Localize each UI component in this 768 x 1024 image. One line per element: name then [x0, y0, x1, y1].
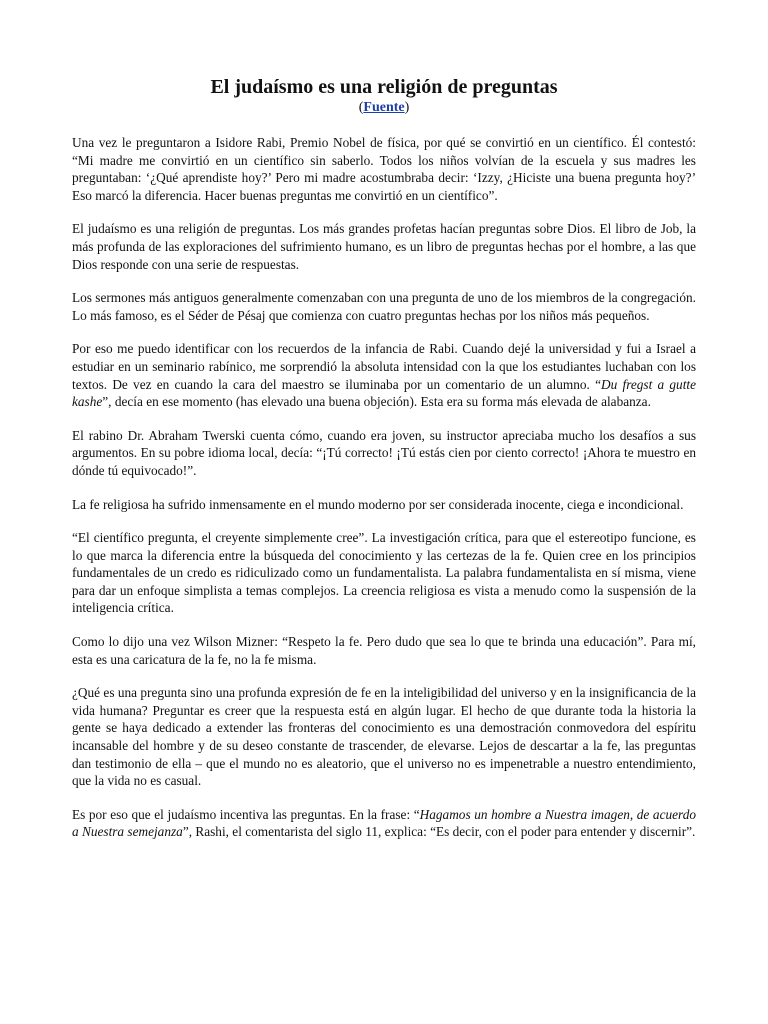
- paragraph-text: Por eso me puedo identificar con los recuerdos de la infancia de Rabi. Cuando dejé la universidad y fui a Israel a estudiar en un seminario rabínico, me sorprendió la absoluta intensidad con la que los estudiantes luchaban con los textos. De vez en cuando la cara del maestro se iluminaba por un comentario de un alumno. “: [72, 341, 696, 392]
- paragraph: [72, 340, 696, 410]
- paragraph-text: El judaísmo es una religión de preguntas. Los más grandes profetas hacían preguntas sobre Dios. El libro de Job, la más profunda de las exploraciones del sufrimiento humano, es un libro de preguntas hechas por el hombre, a las que Dios responde con una serie de respuestas.: [72, 221, 696, 272]
- source-link[interactable]: Fuente: [363, 100, 405, 115]
- document-page: [72, 74, 696, 857]
- article-body: [72, 134, 696, 841]
- paragraph-text: ”, Rashi, el comentarista del siglo 11, explica: “Es decir, con el poder para entender y discernir”.: [182, 824, 696, 840]
- paragraph-text: Es por eso que el judaísmo incentiva las preguntas. En la frase: “: [72, 806, 420, 822]
- paragraph: [72, 806, 696, 841]
- paragraph: [72, 496, 696, 514]
- paragraph: [72, 220, 696, 273]
- paragraph: [72, 289, 696, 324]
- paragraph-text: “El científico pregunta, el creyente simplemente cree”. La investigación crítica, para que el estereotipo funcione, es lo que marca la diferencia entre la búsqueda del conocimiento y las certezas de la fe. Quien cree en los principios fundamentales de un credo es ridiculizado como un fundamentalista. La palabra fundamentalista en sí misma, viene para dar un enfoque simplista a temas complejos. La creencia religiosa es vista a menudo como la suspensión de la inteligencia crítica.: [72, 530, 696, 616]
- source-close-paren: ): [404, 100, 410, 115]
- paragraph: [72, 529, 696, 617]
- source-line: [72, 100, 696, 116]
- page-title: El judaísmo es una religión de preguntas: [210, 76, 558, 98]
- paragraph-text: ”, decía en ese momento (has elevado una buena objeción). Esta era su forma más elevada de alabanza.: [102, 394, 651, 410]
- paragraph-text: El rabino Dr. Abraham Twerski cuenta cómo, cuando era joven, su instructor apreciaba mucho los desafíos a sus argumentos. En su pobre idioma local, decía: “¡Tú correcto! ¡Tú estás cien por ciento correcto! ¡Ahora te muestro en dónde tú equivocado!”.: [72, 427, 696, 478]
- italic-quote: Du fregst a gutte kashe: [72, 376, 696, 410]
- paragraph-text: Una vez le preguntaron a Isidore Rabi, Premio Nobel de física, por qué se convirtió en un científico. Él contestó: “Mi madre me convirtió en un científico sin saberlo. Todos los niños volvían de la escuela y sus madres les preguntaban: ‘¿Qué aprendiste hoy?’ Pero mi madre acostumbraba decir: ‘Izzy, ¿Hiciste una buena pregunta hoy?’ Eso marcó la diferencia. Hacer buenas preguntas me convirtió en un científico”.: [72, 135, 696, 203]
- paragraph: [72, 633, 696, 668]
- paragraph-text: Los sermones más antiguos generalmente comenzaban con una pregunta de uno de los miembros de la congregación. Lo más famoso, es el Séder de Pésaj que comienza con cuatro preguntas hechas por los niños más pequeños.: [72, 290, 696, 323]
- paragraph-text: ¿Qué es una pregunta sino una profunda expresión de fe en la inteligibilidad del universo y en la insignificancia de la vida humana? Preguntar es creer que la respuesta está en algún lugar. El hecho de que durante toda la historia la gente se haya dedicado a extender las fronteras del conocimiento es una demostración conmovedora del espíritu incansable del hombre y de su deseo constante de trascender, de elevarse. Lejos de descartar a la fe, las preguntas dan testimonio de ella – que el mundo no es aleatorio, que el universo no es impenetrable a nuestro entendimiento, que la vida no es casual.: [72, 685, 696, 789]
- paragraph-text: La fe religiosa ha sufrido inmensamente en el mundo moderno por ser considerada inocente, ciega e incondicional.: [72, 496, 684, 512]
- italic-quote: Hagamos un hombre a Nuestra imagen, de acuerdo a Nuestra semejanza: [72, 806, 696, 840]
- paragraph: [72, 684, 696, 790]
- paragraph: [72, 427, 696, 480]
- source-open-paren: (: [358, 100, 364, 115]
- paragraph: [72, 134, 696, 204]
- paragraph-text: Como lo dijo una vez Wilson Mizner: “Respeto la fe. Pero dudo que sea lo que te brinda una educación”. Para mí, esta es una caricatura de la fe, no la fe misma.: [72, 634, 696, 667]
